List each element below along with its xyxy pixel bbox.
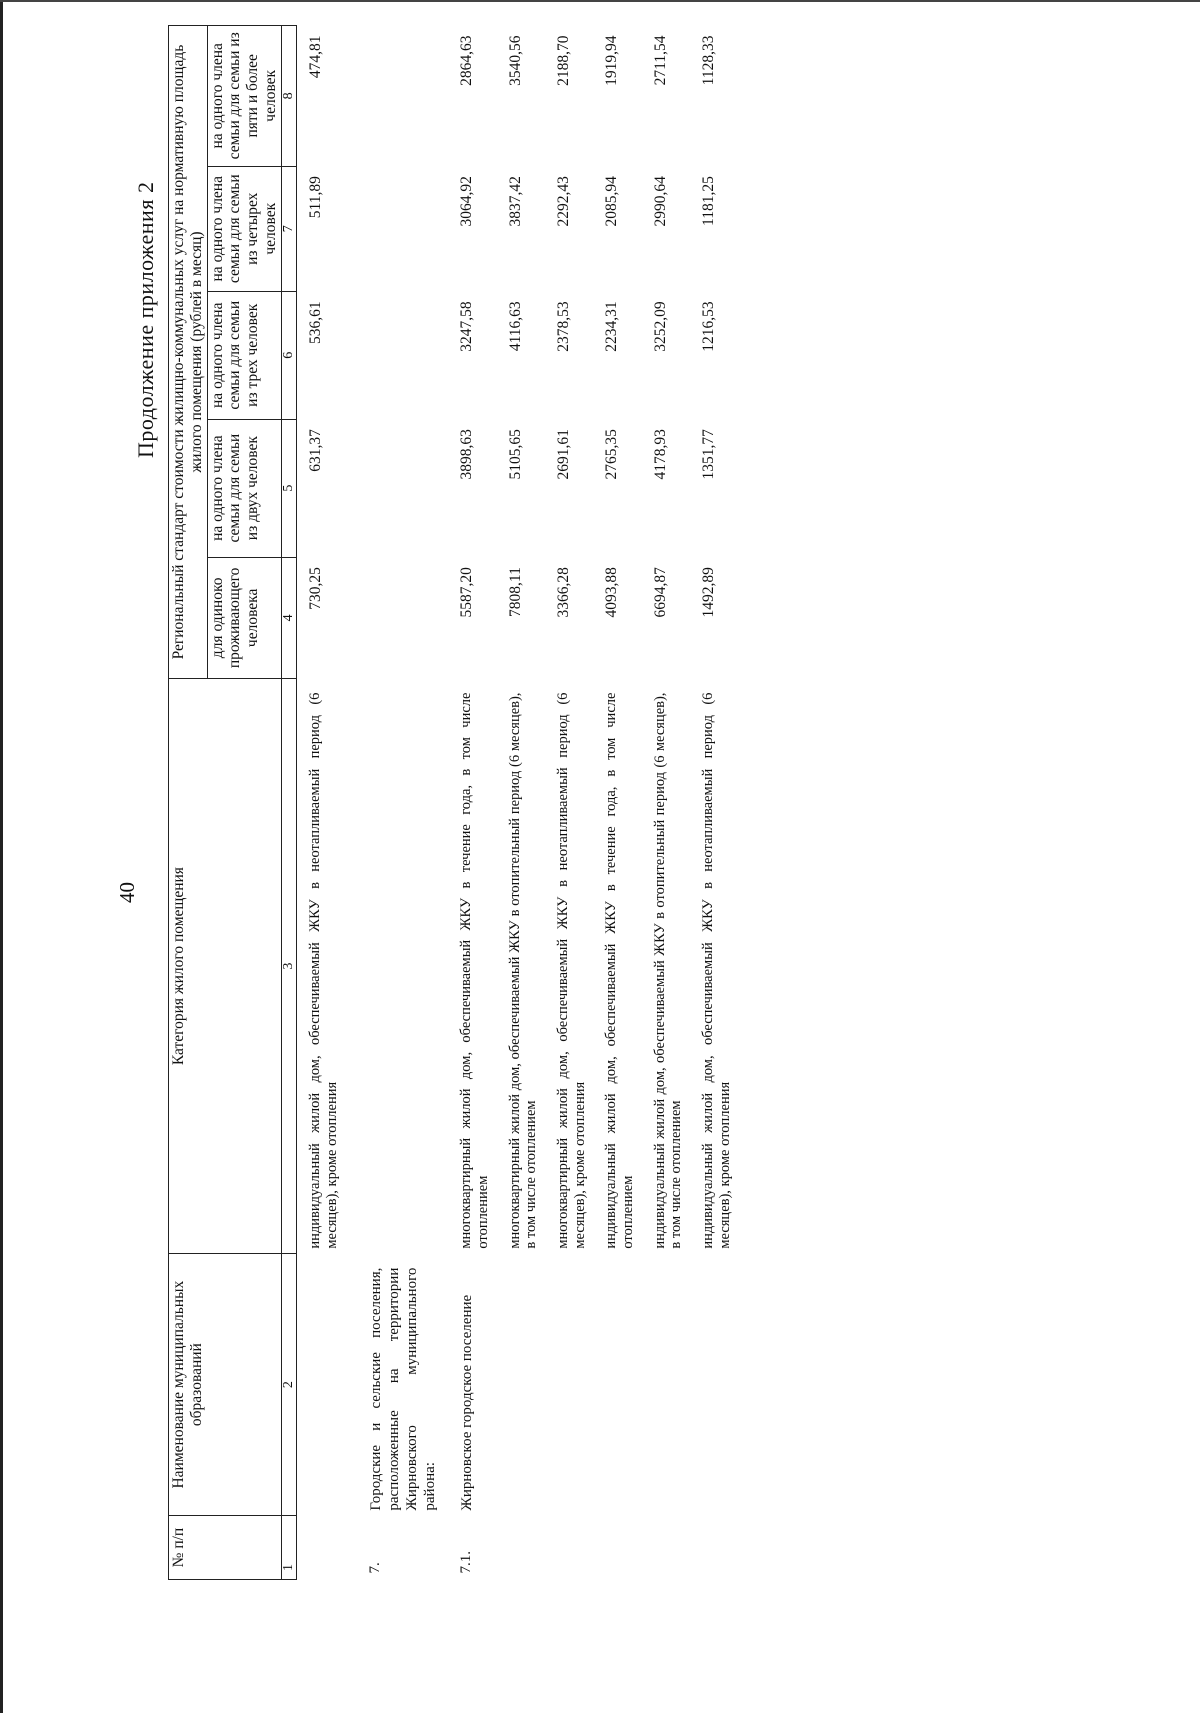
municipality-name (686, 1254, 734, 1516)
table-row (341, 26, 440, 1580)
header-col6: на одного члена семьи для семьи из трех человек (207, 291, 281, 419)
table-row (440, 26, 492, 1580)
column-number: 2 (281, 1254, 296, 1516)
municipality-name (541, 1254, 589, 1516)
value-cell: 1181,25 (699, 176, 717, 226)
continuation-title: Продолжение приложения 2 (133, 181, 158, 458)
column-number-row (281, 26, 296, 1580)
value-cell (341, 26, 440, 167)
table-row (686, 26, 734, 1580)
value-cell: 2990,64 (651, 176, 669, 227)
table-row (493, 26, 541, 1580)
category-text: многоквартирный жилой дом, обеспечиваемый ЖКУ в неотапливаемый период (6 месяцев), кроме отопления (554, 692, 588, 1249)
category-text: многоквартирный жилой дом, обеспечиваемый ЖКУ в течение года, в том числе отоплением (458, 692, 491, 1249)
value-cell (341, 419, 440, 557)
value-cell: 3064,92 (458, 176, 476, 227)
value-cell: 2085,94 (603, 176, 621, 227)
category-text: многоквартирный жилой дом, обеспечиваемый ЖКУ в отопительный период (6 месяцев), в том числе отоплением (506, 692, 540, 1249)
value-cell: 474,81 (306, 35, 324, 79)
category-text: индивидуальный жилой дом, обеспечиваемый ЖКУ в отопительный период (6 месяцев), в том числе отоплением (651, 692, 685, 1249)
value-cell: 1492,89 (699, 567, 717, 618)
column-number: 6 (281, 291, 296, 419)
row-number (296, 1516, 341, 1580)
row-number: 7. (367, 1562, 384, 1574)
category-text: индивидуальный жилой дом, обеспечиваемый ЖКУ в неотапливаемый период (6 месяцев), кроме отопления (699, 692, 733, 1249)
column-number: 4 (281, 557, 296, 678)
header-col8: на одного члена семьи для семьи из пяти и более человек (207, 26, 281, 167)
municipality-name (638, 1254, 686, 1516)
value-cell: 3898,63 (458, 429, 476, 480)
column-number: 5 (281, 419, 296, 557)
table-row (541, 26, 589, 1580)
column-number: 3 (281, 679, 296, 1254)
header-category: Категория жилого помещения (169, 679, 282, 1254)
value-cell: 3247,58 (458, 301, 476, 352)
municipality-name (589, 1254, 637, 1516)
value-cell: 4178,93 (651, 429, 669, 480)
category-text: индивидуальный жилой дом, обеспечиваемый ЖКУ в течение года, в том числе отоплением (603, 692, 636, 1249)
municipality-name (296, 1254, 341, 1516)
value-cell: 536,61 (306, 301, 324, 344)
value-cell: 5105,65 (506, 429, 524, 480)
value-cell: 631,37 (306, 429, 324, 472)
value-cell: 3366,28 (554, 567, 572, 618)
column-number: 1 (281, 1516, 296, 1580)
header-col4: для одиноко проживающего человека (207, 557, 281, 678)
value-cell: 2234,31 (603, 301, 621, 352)
value-cell: 3540,56 (506, 35, 524, 86)
value-cell: 511,89 (306, 176, 324, 219)
value-cell (341, 291, 440, 419)
row-number (638, 1516, 686, 1580)
row-number (541, 1516, 589, 1580)
row-number: 7.1. (458, 1551, 475, 1574)
page-number: 40 (115, 882, 139, 903)
value-cell: 1351,77 (699, 429, 717, 480)
value-cell: 7808,11 (506, 567, 524, 617)
value-cell (341, 557, 440, 678)
value-cell: 2765,35 (603, 429, 621, 480)
header-col5: на одного члена семьи для семьи из двух человек (207, 419, 281, 557)
municipality-name: Жирновское городское поселение (459, 1294, 476, 1511)
column-number: 7 (281, 166, 296, 291)
table-row (638, 26, 686, 1580)
value-cell: 5587,20 (458, 567, 476, 618)
value-cell (341, 166, 440, 291)
header-standard-group: Региональный стандарт стоимости жилищно-коммунальных услуг на нормативную площадь жилого помещения (рублей в месяц) (169, 26, 208, 679)
row-number (686, 1516, 734, 1580)
value-cell: 2691,61 (554, 429, 572, 480)
value-cell: 2864,63 (458, 35, 476, 86)
value-cell: 1919,94 (603, 35, 621, 86)
municipality-name (493, 1254, 541, 1516)
table-row (589, 26, 637, 1580)
column-number: 8 (281, 26, 296, 167)
value-cell: 2378,53 (554, 301, 572, 352)
value-cell: 2292,43 (554, 176, 572, 227)
value-cell: 1216,53 (699, 301, 717, 352)
header-no: № п/п (169, 1516, 282, 1580)
category-text: индивидуальный жилой дом, обеспечиваемый ЖКУ в неотапливаемый период (6 месяцев), кроме отопления (306, 692, 340, 1249)
value-cell: 4116,63 (506, 301, 524, 352)
value-cell: 1128,33 (699, 35, 717, 86)
table-row (296, 26, 341, 1580)
standards-table (168, 25, 734, 1580)
row-number (589, 1516, 637, 1580)
value-cell: 730,25 (306, 567, 324, 610)
value-cell: 4093,88 (603, 567, 621, 618)
category-text (341, 679, 440, 1254)
header-col7: на одного члена семьи для семьи из четырех человек (207, 166, 281, 291)
value-cell: 3252,09 (651, 301, 669, 352)
header-municipality: Наименование муниципальных образований (169, 1254, 282, 1516)
value-cell: 3837,42 (506, 176, 524, 227)
row-number (493, 1516, 541, 1580)
value-cell: 2188,70 (554, 35, 572, 86)
value-cell: 6694,87 (651, 567, 669, 618)
municipality-name: Городские и сельские поселения, расположенные на территории Жирновского муниципального района: (368, 1267, 439, 1511)
value-cell: 2711,54 (651, 35, 669, 86)
